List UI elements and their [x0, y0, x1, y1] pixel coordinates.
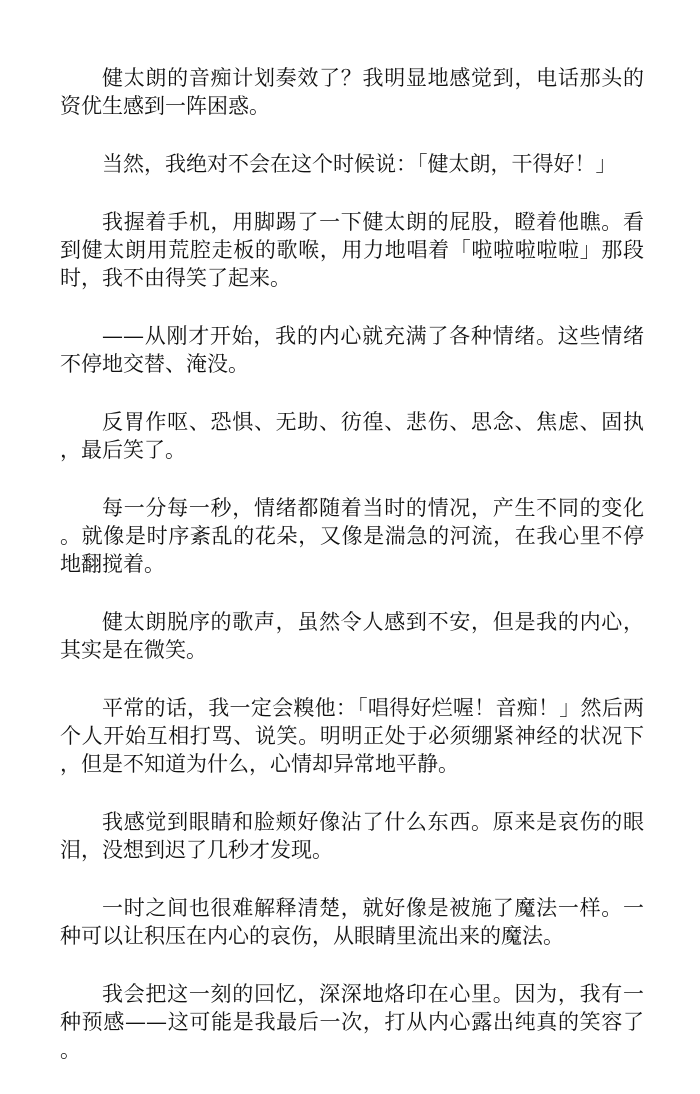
paragraph: 一时之间也很难解释清楚，就好像是被施了魔法一样。一种可以让积压在内心的哀伤，从眼睛里流出来的魔法。: [60, 896, 644, 948]
paragraph: 每一分每一秒，情绪都随着当时的情况，产生不同的变化。就像是时序紊乱的花朵，又像是湍急的河流，在我心里不停地翻搅着。: [60, 496, 644, 576]
document-page: [60, 64, 644, 1094]
paragraph: 我握着手机，用脚踢了一下健太朗的屁股，瞪着他瞧。看到健太朗用荒腔走板的歌喉，用力地唱着「啦啦啦啦啦」那段时，我不由得笑了起来。: [60, 210, 644, 290]
paragraph: 我感觉到眼睛和脸颊好像沾了什么东西。原来是哀伤的眼泪，没想到迟了几秒才发现。: [60, 810, 644, 862]
paragraph: 健太朗脱序的歌声，虽然令人感到不安，但是我的内心，其实是在微笑。: [60, 610, 644, 662]
paragraph: 我会把这一刻的回忆，深深地烙印在心里。因为，我有一种预感——这可能是我最后一次，打从内心露出纯真的笑容了。: [60, 982, 644, 1062]
paragraph: 健太朗的音痴计划奏效了？我明显地感觉到，电话那头的资优生感到一阵困惑。: [60, 66, 644, 118]
paragraph: ——从刚才开始，我的内心就充满了各种情绪。这些情绪不停地交替、淹没。: [60, 324, 644, 376]
paragraph: 平常的话，我一定会糗他：「唱得好烂喔！音痴！」然后两个人开始互相打骂、说笑。明明正处于必须绷紧神经的状况下，但是不知道为什么，心情却异常地平静。: [60, 696, 644, 776]
paragraph: 反胃作呕、恐惧、无助、彷徨、悲伤、思念、焦虑、固执，最后笑了。: [60, 410, 644, 462]
paragraph: 当然，我绝对不会在这个时候说：「健太朗，干得好！」: [102, 152, 617, 176]
